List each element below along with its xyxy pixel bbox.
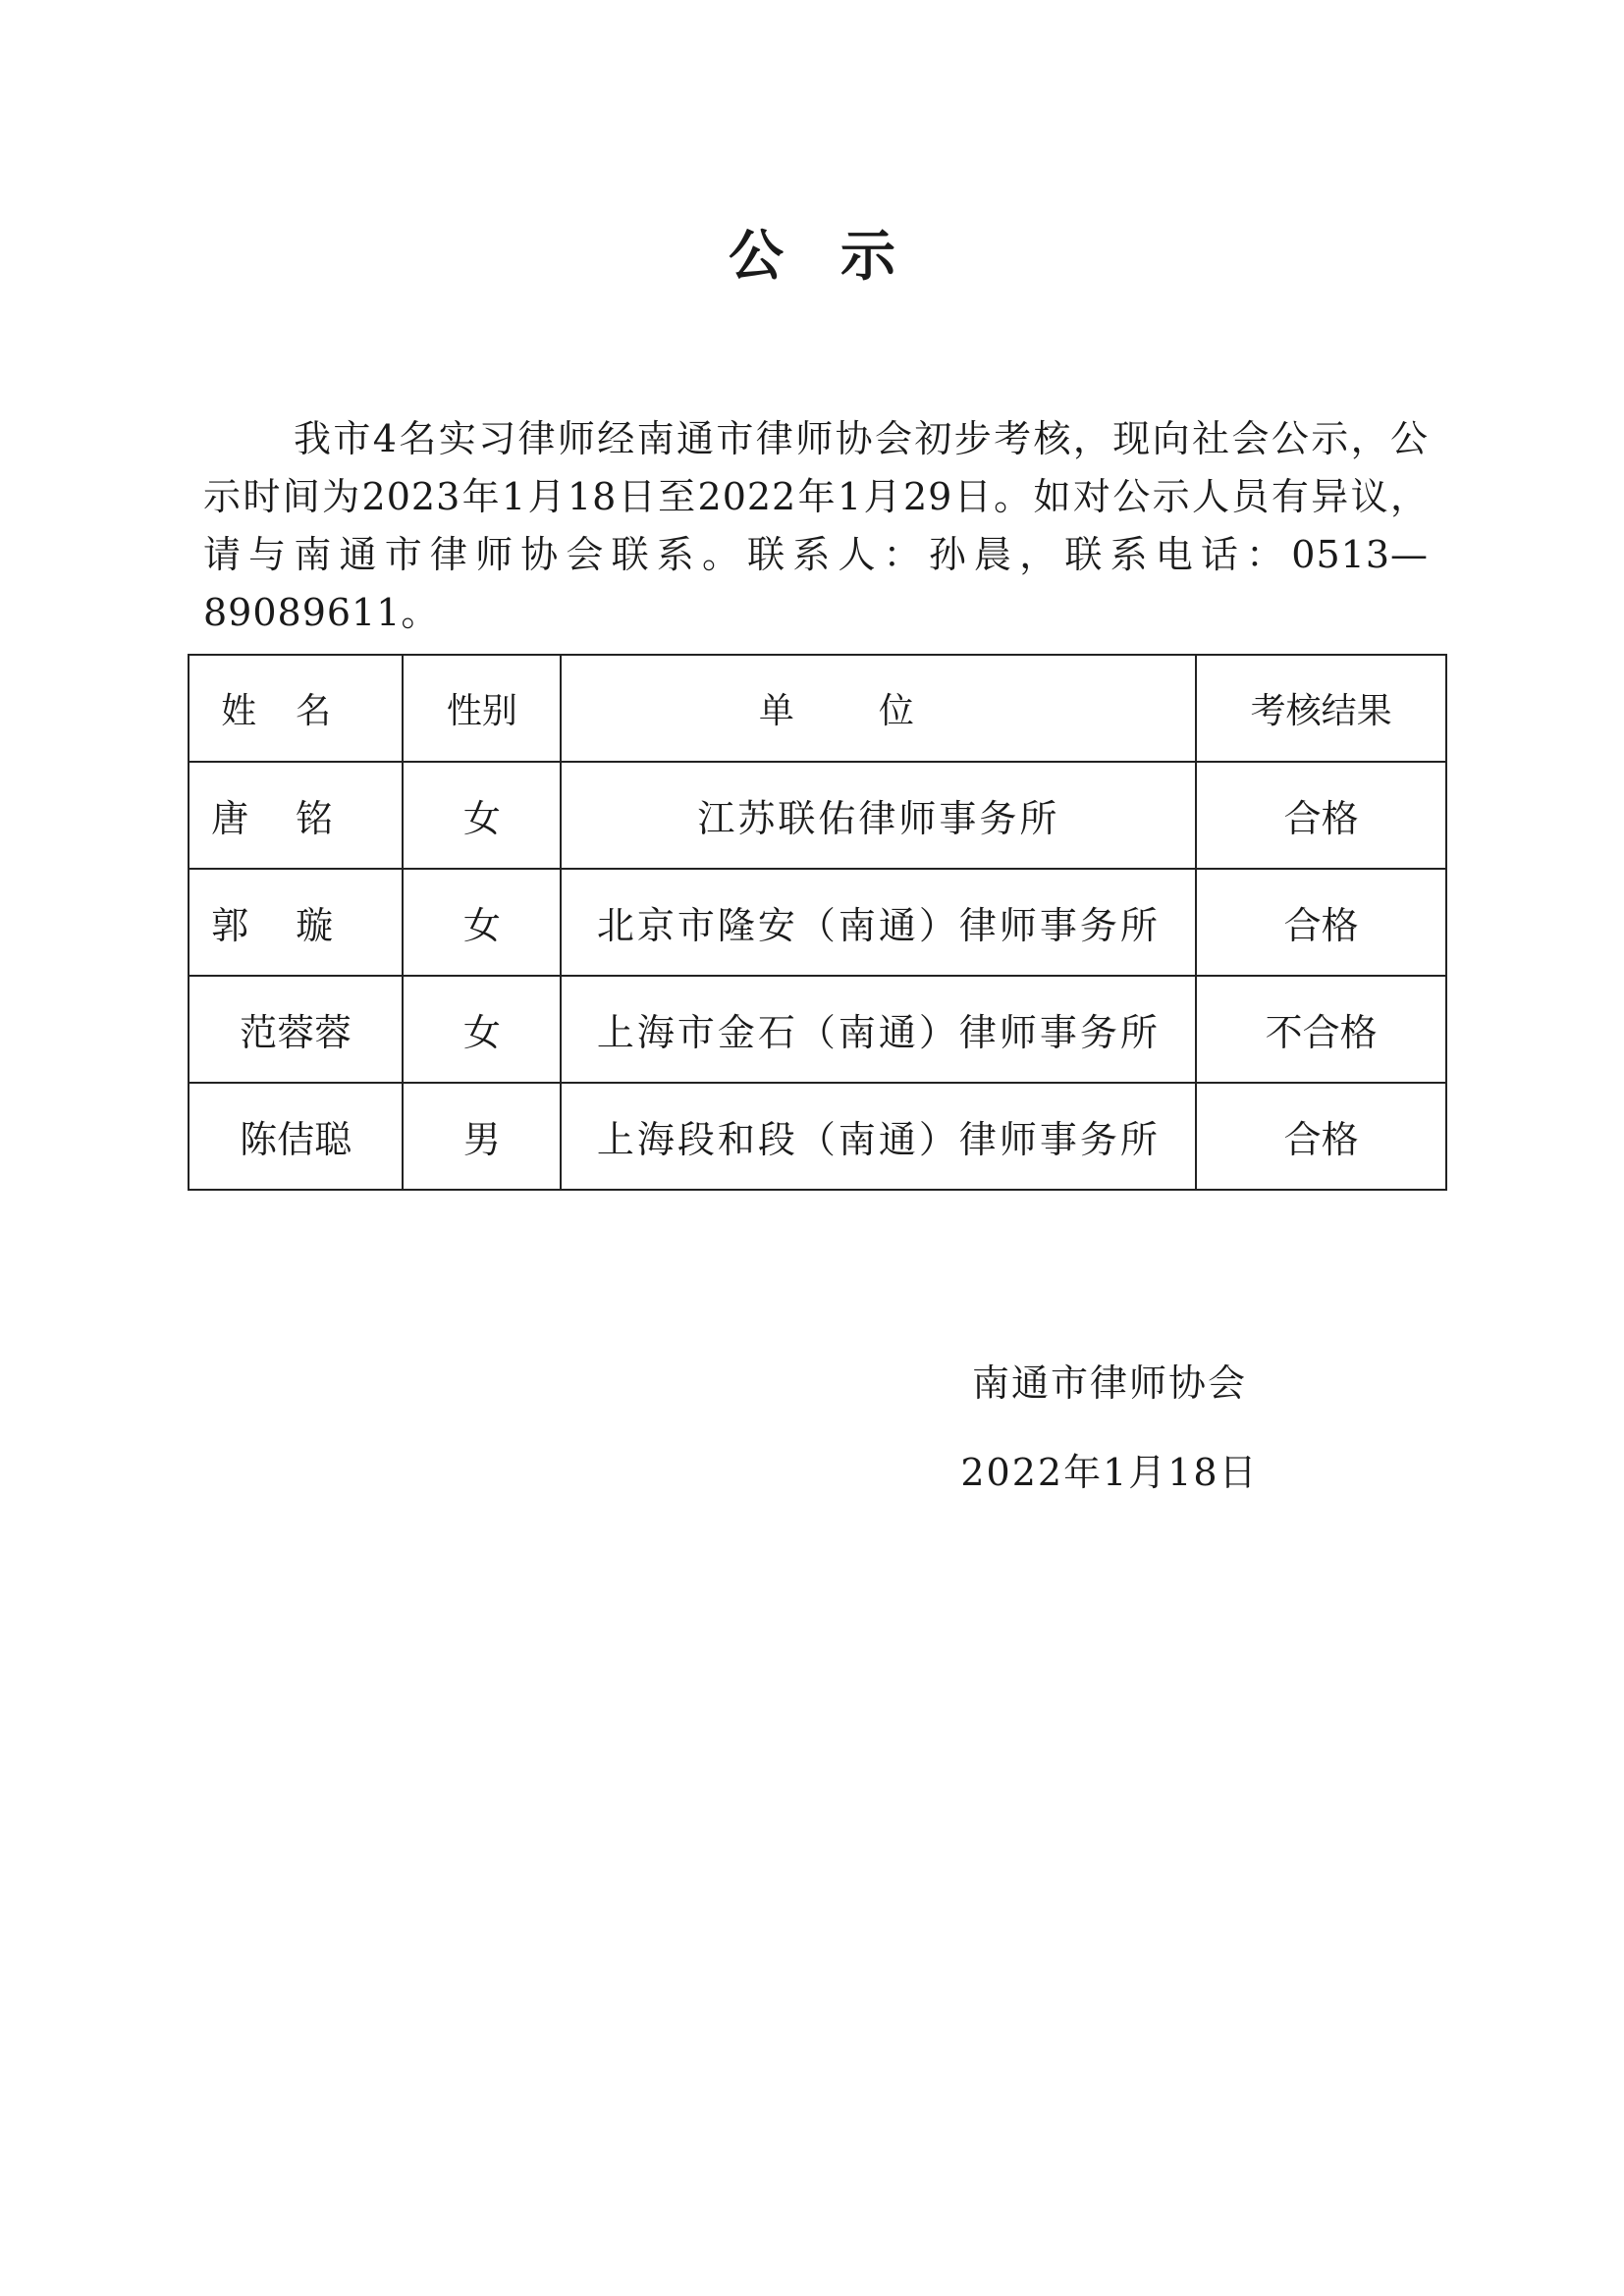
cell-name: 郭璇 <box>189 869 403 976</box>
header-result: 考核结果 <box>1196 655 1446 762</box>
header-name: 姓名 <box>189 655 403 762</box>
cell-name: 唐铭 <box>189 762 403 869</box>
cell-result: 合格 <box>1196 869 1446 976</box>
cell-unit: 江苏联佑律师事务所 <box>561 762 1196 869</box>
cell-sex: 女 <box>403 976 561 1083</box>
signature-organization: 南通市律师协会 <box>971 1362 1247 1405</box>
header-unit: 单位 <box>561 655 1196 762</box>
table-row <box>189 869 1446 976</box>
cell-sex: 女 <box>403 869 561 976</box>
cell-result: 合格 <box>1196 1083 1446 1190</box>
header-sex: 性别 <box>403 655 561 762</box>
table-header-row <box>189 655 1446 762</box>
signature-date: 2022年1月18日 <box>960 1451 1259 1494</box>
cell-unit: 北京市隆安（南通）律师事务所 <box>561 869 1196 976</box>
roster-table <box>188 654 1447 1191</box>
cell-unit: 上海市金石（南通）律师事务所 <box>561 976 1196 1083</box>
page-title: 公示 <box>729 225 952 289</box>
cell-sex: 女 <box>403 762 561 869</box>
table-row <box>189 1083 1446 1190</box>
cell-name: 范蓉蓉 <box>189 976 403 1083</box>
notice-paragraph: 我市4名实习律师经南通市律师协会初步考核，现向社会公示，公示时间为2023年1月18日至2022年1月29日。如对公示人员有异议，请与南通市律师协会联系。联系人：孙晨，联系电话：0513—89089611。 <box>203 417 1429 634</box>
cell-result: 合格 <box>1196 762 1446 869</box>
cell-sex: 男 <box>403 1083 561 1190</box>
cell-result: 不合格 <box>1196 976 1446 1083</box>
table-row <box>189 976 1446 1083</box>
cell-name: 陈佶聪 <box>189 1083 403 1190</box>
cell-unit: 上海段和段（南通）律师事务所 <box>561 1083 1196 1190</box>
table-row <box>189 762 1446 869</box>
